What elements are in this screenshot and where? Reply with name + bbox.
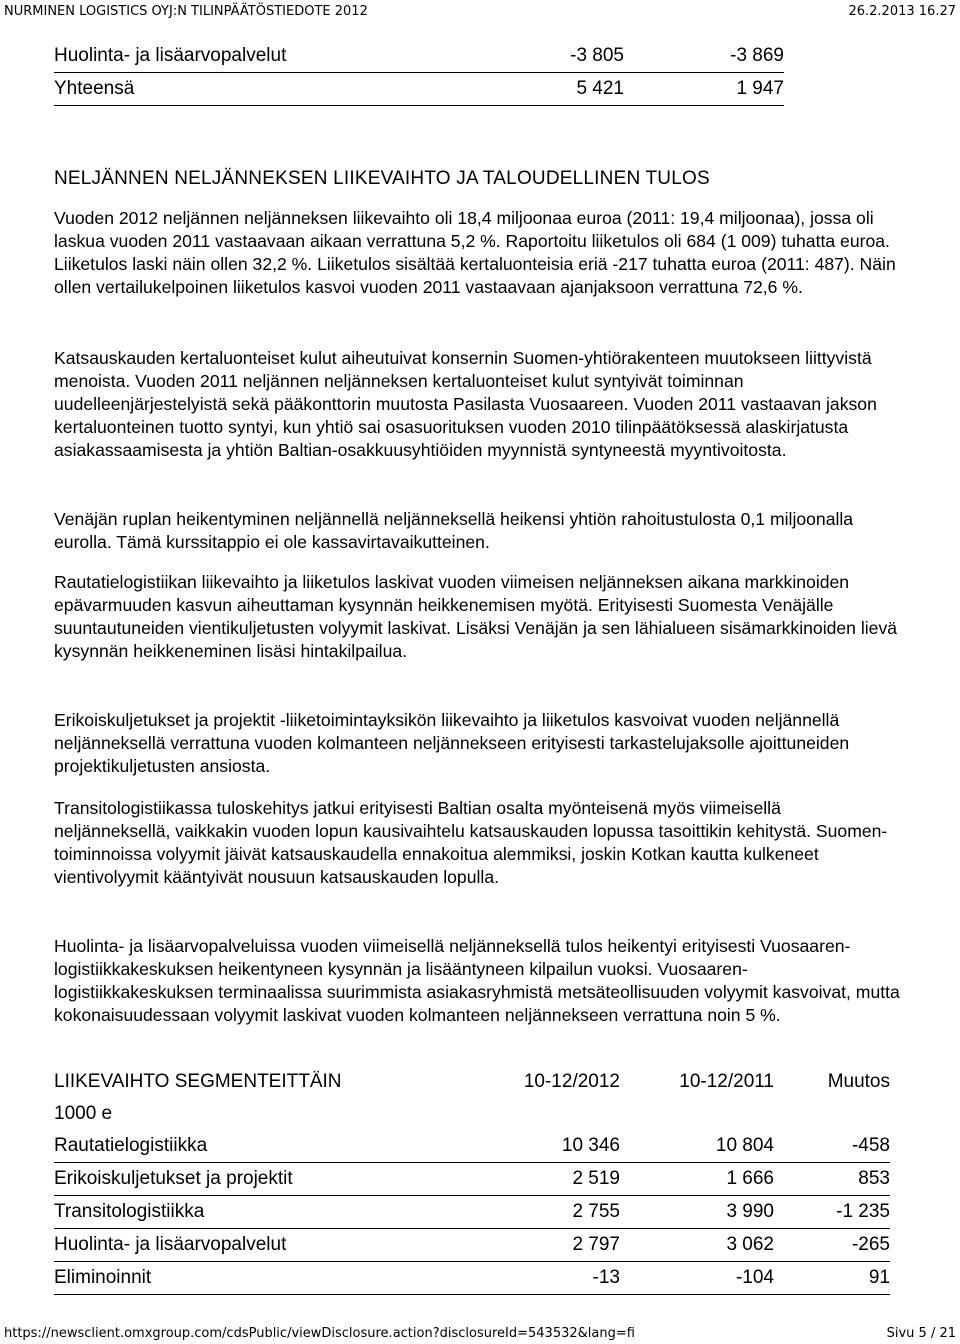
cell-value: -458 bbox=[774, 1130, 890, 1163]
source-url: https://newsclient.omxgroup.com/cdsPublic/viewDisclosure.action?disclosureId=543532&lang=fi bbox=[4, 1325, 635, 1341]
paragraph-forwarding: Huolinta- ja lisäarvopalveluissa vuoden viimeisellä neljänneksellä tulos heikentyi erityisesti Vuosaaren-logistiikkakeskuksen heikentyneen kysynnän ja lisääntyneen kilpailun vuoksi. Vuosaaren-logistiikkakeskuksen terminaalissa suurimmista asiakasryhmistä metsäteollisuuden volyymit kasvoivat, mutta kokonaisuudessaan volyymit laskivat vuoden kolmanteen neljännekseen verrattuna noin 5 %. bbox=[54, 936, 900, 1025]
cell-value: -13 bbox=[474, 1262, 620, 1295]
cell-value: -3 869 bbox=[624, 40, 784, 73]
column-header: 10-12/2011 bbox=[679, 1071, 774, 1092]
cell-value: -1 235 bbox=[774, 1196, 890, 1229]
table-row bbox=[54, 1196, 890, 1229]
table-row bbox=[54, 73, 784, 106]
table-unit-row bbox=[54, 1098, 890, 1130]
paragraph-special-transports: Erikoiskuljetukset ja projektit -liiketoimintayksikön liikevaihto ja liiketulos kasvoivat vuoden neljännellä neljänneksellä verrattuna vuoden kolmanteen neljännekseen erityisesti tarkastelujaksolle ajoittuneiden projektikuljetusten ansiosta. bbox=[54, 710, 850, 776]
table-row bbox=[54, 1229, 890, 1262]
column-header: Muutos bbox=[827, 1071, 890, 1092]
table-row bbox=[54, 40, 784, 73]
row-label: Eliminoinnit bbox=[54, 1262, 474, 1295]
cell-value: 853 bbox=[774, 1163, 890, 1196]
cell-value: 91 bbox=[774, 1262, 890, 1295]
table-title: LIIKEVAIHTO SEGMENTEITTÄIN bbox=[54, 1071, 342, 1092]
cell-value: 2 755 bbox=[474, 1196, 620, 1229]
page-number: Sivu 5 / 21 bbox=[886, 1325, 956, 1341]
paragraph-rail-logistics: Rautatielogistiikan liikevaihto ja liiketulos laskivat vuoden viimeisen neljänneksen aikana markkinoiden epävarmuuden kasvun aiheuttaman kysynnän heikkenemisen myötä. Erityisesti Suomesta Venäjälle suuntautuneiden vientikuljetusten volyymit laskivat. Lisäksi Venäjän ja sen lähialueen sisämarkkinoiden lievä kysynnän heikkeneminen lisäsi hintakilpailua. bbox=[54, 572, 898, 661]
paragraph-transit-logistics: Transitologistiikassa tuloskehitys jatkui erityisesti Baltian osalta myönteisenä myös viimeisellä neljänneksellä, vaikkakin vuoden lopun kausivaihtelu katsauskauden lopussa tasoittikin kehitystä. Suomen-toiminnoissa volyymit jäivät katsauskaudella ennakoitua alemmiksi, joskin Kotkan kautta kulkeneet vientivolyymit kääntyivät nousuun katsauskauden lopulla. bbox=[54, 798, 888, 887]
table-row bbox=[54, 1163, 890, 1196]
row-label: Yhteensä bbox=[54, 73, 484, 106]
cell-value: 1 947 bbox=[624, 73, 784, 106]
segment-revenue-table bbox=[54, 1066, 890, 1295]
paragraph-ruble: Venäjän ruplan heikentyminen neljännellä neljänneksellä heikensi yhtiön rahoitustulosta 0,1 miljoonalla eurolla. Tämä kurssitappio ei ole kassavirtavaikutteinen. bbox=[54, 509, 854, 552]
print-header bbox=[0, 0, 960, 22]
cell-value: 1 666 bbox=[620, 1163, 774, 1196]
row-label: Huolinta- ja lisäarvopalvelut bbox=[54, 1229, 474, 1262]
section-heading: NELJÄNNEN NELJÄNNEKSEN LIIKEVAIHTO JA TALOUDELLINEN TULOS bbox=[54, 168, 710, 189]
paragraph-q4-revenue: Vuoden 2012 neljännen neljänneksen liikevaihto oli 18,4 miljoonaa euroa (2011: 19,4 miljoonaa), jossa oli laskua vuoden 2011 vastaavaan aikaan verrattuna 5,2 %. Raportoitu liiketulos oli 684 (1 009) tuhatta euroa. Liiketulos laski näin ollen 32,2 %. Liiketulos sisältää kertaluonteisia eriä -217 tuhatta euroa (2011: 487). Näin ollen vertailukelpoinen liiketulos kasvoi vuoden 2011 vastaavaan ajanjaksoon verrattuna 72,6 %. bbox=[54, 208, 896, 297]
cell-value: 10 804 bbox=[620, 1130, 774, 1163]
cell-value: 3 062 bbox=[620, 1229, 774, 1262]
cell-value: 2 519 bbox=[474, 1163, 620, 1196]
cell-value: 3 990 bbox=[620, 1196, 774, 1229]
row-label: Transitologistiikka bbox=[54, 1196, 474, 1229]
cell-value: -104 bbox=[620, 1262, 774, 1295]
print-timestamp: 26.2.2013 16.27 bbox=[848, 3, 956, 19]
cell-value: 2 797 bbox=[474, 1229, 620, 1262]
row-label: Erikoiskuljetukset ja projektit bbox=[54, 1163, 474, 1196]
cell-value: 10 346 bbox=[474, 1130, 620, 1163]
row-label: Huolinta- ja lisäarvopalvelut bbox=[54, 40, 484, 73]
segment-result-table-continued bbox=[54, 40, 784, 106]
cell-value: -3 805 bbox=[484, 40, 624, 73]
cell-value: 5 421 bbox=[484, 73, 624, 106]
cell-value: -265 bbox=[774, 1229, 890, 1262]
column-header: 10-12/2012 bbox=[523, 1071, 620, 1092]
document-title: NURMINEN LOGISTICS OYJ:N TILINPÄÄTÖSTIEDOTE 2012 bbox=[4, 3, 368, 19]
paragraph-one-off-costs: Katsauskauden kertaluonteiset kulut aiheutuivat konsernin Suomen-yhtiörakenteen muutokseen liittyvistä menoista. Vuoden 2011 neljännen neljänneksen kertaluonteiset kulut syntyivät toiminnan uudelleenjärjestelyistä sekä pääkonttorin muutosta Pasilasta Vuosaareen. Vuoden 2011 vastaavan jakson kertaluonteinen tuotto syntyi, kun yhtiö sai osasuorituksen vuoden 2010 tilinpäätöksessä alaskirjatusta asiakassaamisesta ja yhtiön Baltian-osakkuusyhtiöiden myynnistä syntyneestä myyntivoitosta. bbox=[54, 348, 877, 460]
unit-label: 1000 e bbox=[54, 1103, 113, 1124]
table-header-row bbox=[54, 1066, 890, 1098]
table-row bbox=[54, 1130, 890, 1163]
table-row bbox=[54, 1262, 890, 1295]
row-label: Rautatielogistiikka bbox=[54, 1130, 474, 1163]
